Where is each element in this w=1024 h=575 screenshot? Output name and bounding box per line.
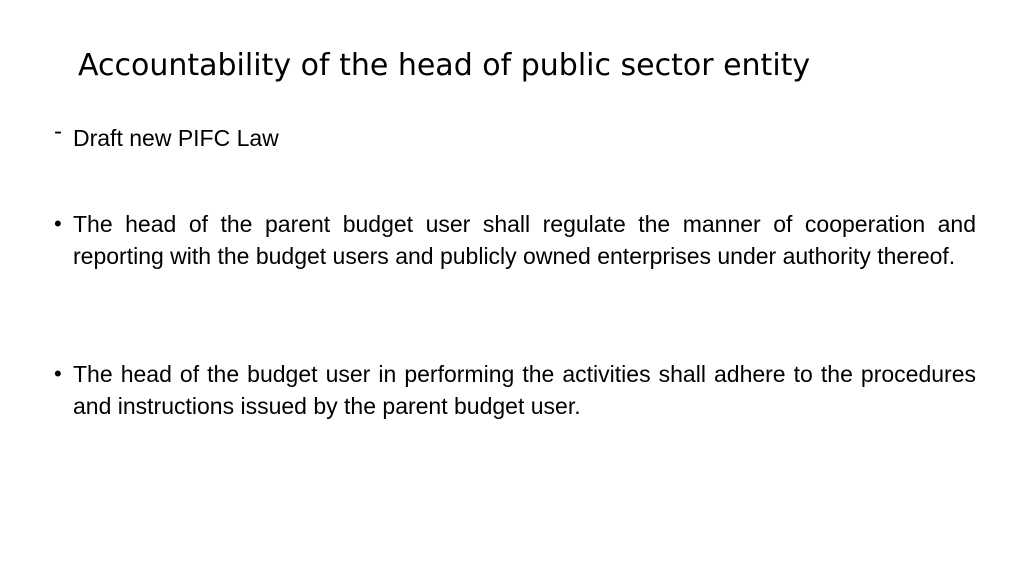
list-item-parent-budget-user — [54, 208, 976, 272]
bullet-dot-icon: • — [54, 361, 62, 386]
list-item-text: The head of the budget user in performing the activities shall adhere to the procedures and instructions issued by the parent budget user. — [73, 361, 976, 419]
list-item-text: Draft new PIFC Law — [73, 125, 279, 151]
list-item-draft-law — [54, 118, 976, 154]
list-item-budget-user — [54, 358, 976, 422]
dash-bullet-icon: - — [54, 118, 62, 145]
slide-title: Accountability of the head of public sector entity — [78, 48, 811, 83]
list-item-text: The head of the parent budget user shall regulate the manner of cooperation and reporting with the budget users and publicly owned enterprises under authority thereof. — [73, 211, 976, 269]
bullet-dot-icon: • — [54, 211, 62, 236]
